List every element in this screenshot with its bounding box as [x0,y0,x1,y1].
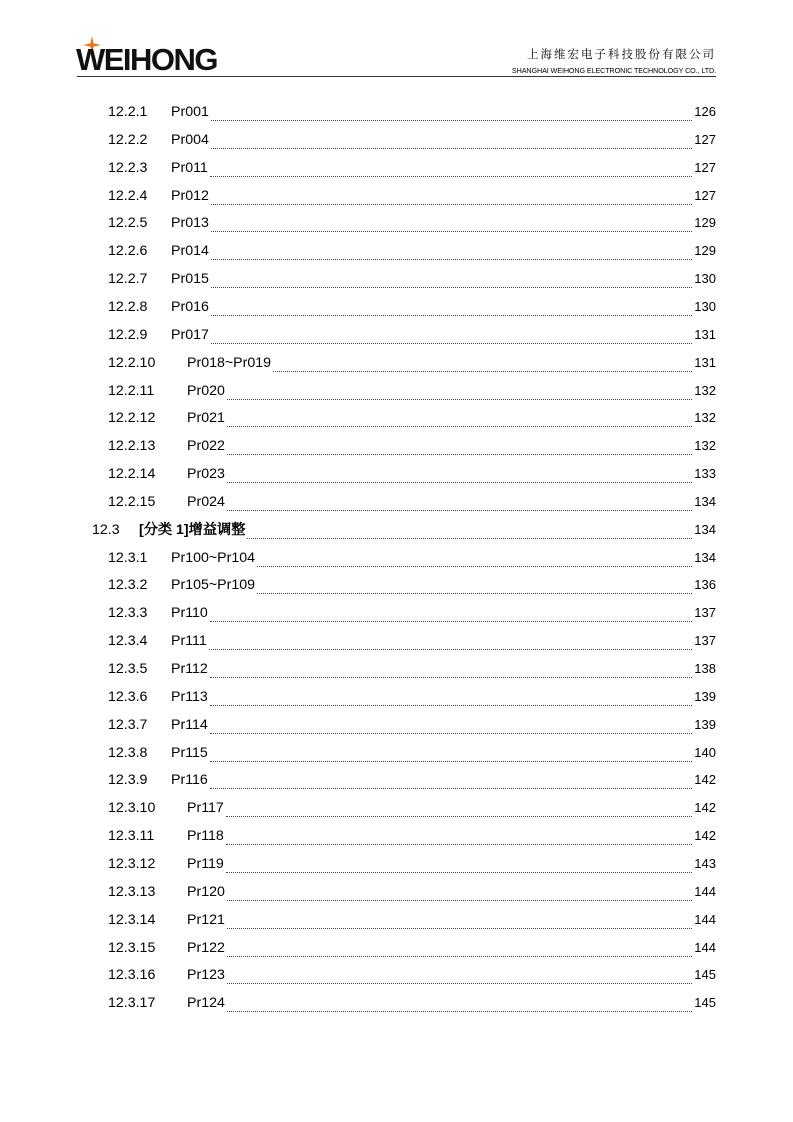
toc-entry-page: 129 [694,215,716,231]
toc-dot-leader [227,504,692,511]
toc-entry[interactable] [0,683,793,711]
toc-entry-page: 144 [694,883,716,899]
toc-entry-page: 132 [694,410,716,426]
toc-entry-page: 137 [694,633,716,649]
toc-entry-number: 12.2.14 [108,466,156,483]
toc-entry-page: 134 [694,521,716,537]
toc-dot-leader [257,560,692,567]
toc-entry-page: 145 [694,995,716,1011]
toc-entry-title: Pr016 [171,298,209,315]
toc-entry-title: Pr124 [187,995,225,1012]
toc-entry[interactable] [0,488,793,516]
toc-entry-number: 12.2.8 [108,298,148,315]
toc-entry-title: Pr024 [187,493,225,510]
toc-entry-number: 12.2.12 [108,410,156,427]
toc-entry[interactable] [0,154,793,182]
toc-entry[interactable] [0,544,793,572]
toc-entry-title: Pr004 [171,131,209,148]
toc-entry-number: 12.3.5 [108,661,148,677]
toc-dot-leader [227,420,692,427]
toc-dot-leader [227,1005,692,1012]
toc-entry[interactable] [0,989,793,1017]
toc-dot-leader [227,950,692,957]
toc-entry-title: Pr112 [171,661,208,677]
toc-dot-leader [211,309,692,316]
toc-dot-leader [227,922,692,929]
company-logo: WEIHONG [76,42,218,77]
toc-entry[interactable] [0,209,793,237]
toc-entry-page: 144 [694,911,716,927]
toc-entry-page: 145 [694,967,716,983]
toc-entry[interactable] [0,934,793,962]
toc-dot-leader [211,142,692,149]
toc-entry-number: 12.2.3 [108,159,148,176]
toc-dot-leader [211,253,692,260]
header-divider [77,76,716,77]
toc-entry-number: 12.3.17 [108,995,156,1012]
toc-entry-page: 130 [694,298,716,314]
toc-entry-number: 12.3.1 [108,549,148,566]
toc-dot-leader [227,476,692,483]
toc-entry-page: 131 [694,326,716,342]
toc-entry[interactable] [0,126,793,154]
toc-entry[interactable] [0,627,793,655]
toc-entry[interactable] [0,739,793,767]
toc-entry-number: 12.2.5 [108,215,148,232]
toc-entry[interactable] [0,377,793,405]
toc-entry[interactable] [0,878,793,906]
toc-dot-leader [210,170,692,177]
toc-entry-title: [分类 1]增益调整 [139,521,246,538]
toc-entry-title: Pr014 [171,243,209,260]
toc-entry-number: 12.2.10 [108,354,156,371]
toc-entry[interactable] [0,237,793,265]
toc-entry[interactable] [0,516,793,544]
toc-entry-title: Pr020 [187,382,225,399]
toc-entry-number: 12.2.13 [108,438,156,455]
toc-entry[interactable] [0,822,793,850]
toc-dot-leader [211,114,692,121]
toc-entry-title: Pr100~Pr104 [171,549,256,566]
toc-dot-leader [247,532,692,539]
toc-entry-number: 12.3.11 [108,828,155,845]
toc-entry-title: Pr111 [171,633,207,650]
toc-entry[interactable] [0,766,793,794]
toc-entry-page: 139 [694,716,716,732]
toc-entry[interactable] [0,404,793,432]
toc-entry[interactable] [0,655,793,683]
toc-entry-number: 12.2.6 [108,243,148,260]
toc-dot-leader [227,977,692,984]
company-name-block [512,48,716,76]
toc-entry-number: 12.3.16 [108,967,156,984]
toc-dot-leader [211,198,692,205]
toc-entry-title: Pr105~Pr109 [171,577,256,594]
toc-entry[interactable] [0,293,793,321]
toc-entry[interactable] [0,265,793,293]
toc-entry[interactable] [0,794,793,822]
toc-entry-number: 12.3.15 [108,939,156,956]
toc-entry-page: 136 [694,577,716,593]
toc-entry-number: 12.3 [92,521,120,538]
toc-entry-title: Pr012 [171,187,209,204]
toc-entry-page: 127 [694,187,716,203]
toc-entry-number: 12.2.7 [108,271,148,288]
toc-entry-title: Pr015 [171,271,209,288]
toc-entry-number: 12.2.2 [108,131,148,148]
toc-entry-number: 12.2.15 [108,493,156,510]
toc-entry-page: 134 [694,549,716,565]
toc-dot-leader [210,699,692,706]
toc-entry-number: 12.3.7 [108,716,148,733]
toc-entry-title: Pr113 [171,688,208,705]
toc-entry-title: Pr115 [171,744,208,761]
toc-entry-page: 126 [694,104,716,119]
toc-entry-title: Pr116 [171,772,208,789]
toc-entry-page: 138 [694,661,716,676]
toc-entry-page: 142 [694,828,716,844]
toc-entry-title: Pr110 [171,605,208,622]
toc-entry-number: 12.2.11 [108,382,155,399]
toc-entry-title: Pr122 [187,939,225,956]
toc-entry-number: 12.2.4 [108,187,148,204]
toc-dot-leader [211,225,692,232]
toc-entry-page: 144 [694,939,716,955]
toc-entry-number: 12.3.6 [108,688,148,705]
toc-entry-page: 142 [694,772,716,788]
toc-entry[interactable] [0,906,793,934]
toc-entry[interactable] [0,961,793,989]
toc-entry-title: Pr022 [187,438,225,455]
toc-entry[interactable] [0,571,793,599]
toc-entry-page: 142 [694,800,716,816]
toc-entry-title: Pr123 [187,967,225,984]
toc-entry-title: Pr013 [171,215,209,232]
toc-entry-number: 12.3.4 [108,633,148,650]
toc-entry-number: 12.3.14 [108,911,156,928]
toc-dot-leader [210,782,692,789]
toc-entry-title: Pr118 [187,828,224,845]
page-header [0,0,793,80]
toc-entry-page: 132 [694,382,716,398]
toc-entry-title: Pr021 [187,410,225,427]
toc-dot-leader [210,727,692,734]
toc-dot-leader [211,337,692,344]
toc-entry-page: 140 [694,744,716,760]
toc-entry-page: 127 [694,131,716,147]
toc-entry-title: Pr117 [187,800,224,817]
toc-dot-leader [227,393,692,400]
toc-entry-page: 130 [694,271,716,287]
company-name-en: SHANGHAI WEIHONG ELECTRONIC TECHNOLOGY CO., LTD. [511,66,716,75]
toc-dot-leader [209,643,692,650]
toc-entry[interactable] [0,850,793,878]
toc-entry-number: 12.3.3 [108,605,148,622]
toc-entry-page: 127 [694,159,716,175]
toc-entry[interactable] [0,432,793,460]
toc-entry-title: Pr119 [187,855,224,872]
toc-entry-title: Pr017 [171,326,209,343]
toc-entry[interactable] [0,599,793,627]
toc-entry-title: Pr114 [171,716,208,733]
company-name-cn: 上海维宏电子科技股份有限公司 [527,49,716,61]
toc-dot-leader [210,671,692,678]
toc-dot-leader [227,894,692,901]
toc-dot-leader [210,615,692,622]
toc-entry-page: 139 [694,688,716,704]
toc-entry[interactable] [0,349,793,377]
toc-entry[interactable] [0,182,793,210]
toc-entry-number: 12.3.2 [108,577,148,594]
toc-entry[interactable] [0,98,793,126]
toc-entry-number: 12.3.13 [108,883,156,900]
toc-dot-leader [211,281,692,288]
toc-entry-number: 12.3.8 [108,744,148,761]
toc-entry-page: 129 [694,243,716,259]
toc-dot-leader [226,866,692,873]
toc-dot-leader [226,810,692,817]
toc-entry-page: 132 [694,438,716,454]
toc-entry-number: 12.2.1 [108,104,148,120]
toc-entry-page: 134 [694,493,716,509]
toc-entry-title: Pr018~Pr019 [187,354,272,371]
toc-entry-number: 12.2.9 [108,326,148,343]
toc-dot-leader [257,587,692,594]
toc-entry-title: Pr011 [171,159,208,176]
toc-entry-title: Pr121 [187,911,225,928]
toc-entry-number: 12.3.9 [108,772,148,789]
toc-entry-page: 133 [694,466,716,482]
toc-dot-leader [273,365,692,372]
toc-dot-leader [226,838,692,845]
toc-entry[interactable] [0,711,793,739]
toc-entry-page: 137 [694,605,716,621]
toc-entry-title: Pr023 [187,466,225,483]
toc-entry-number: 12.3.12 [108,855,156,872]
toc-entry-number: 12.3.10 [108,800,156,817]
toc-entry[interactable] [0,460,793,488]
toc-entry-title: Pr001 [171,104,209,120]
toc-entry-page: 143 [694,855,716,871]
toc-dot-leader [210,755,692,762]
toc-entry-page: 131 [694,354,716,370]
toc-entry[interactable] [0,321,793,349]
toc-entry-title: Pr120 [187,883,225,900]
toc-dot-leader [227,448,692,455]
